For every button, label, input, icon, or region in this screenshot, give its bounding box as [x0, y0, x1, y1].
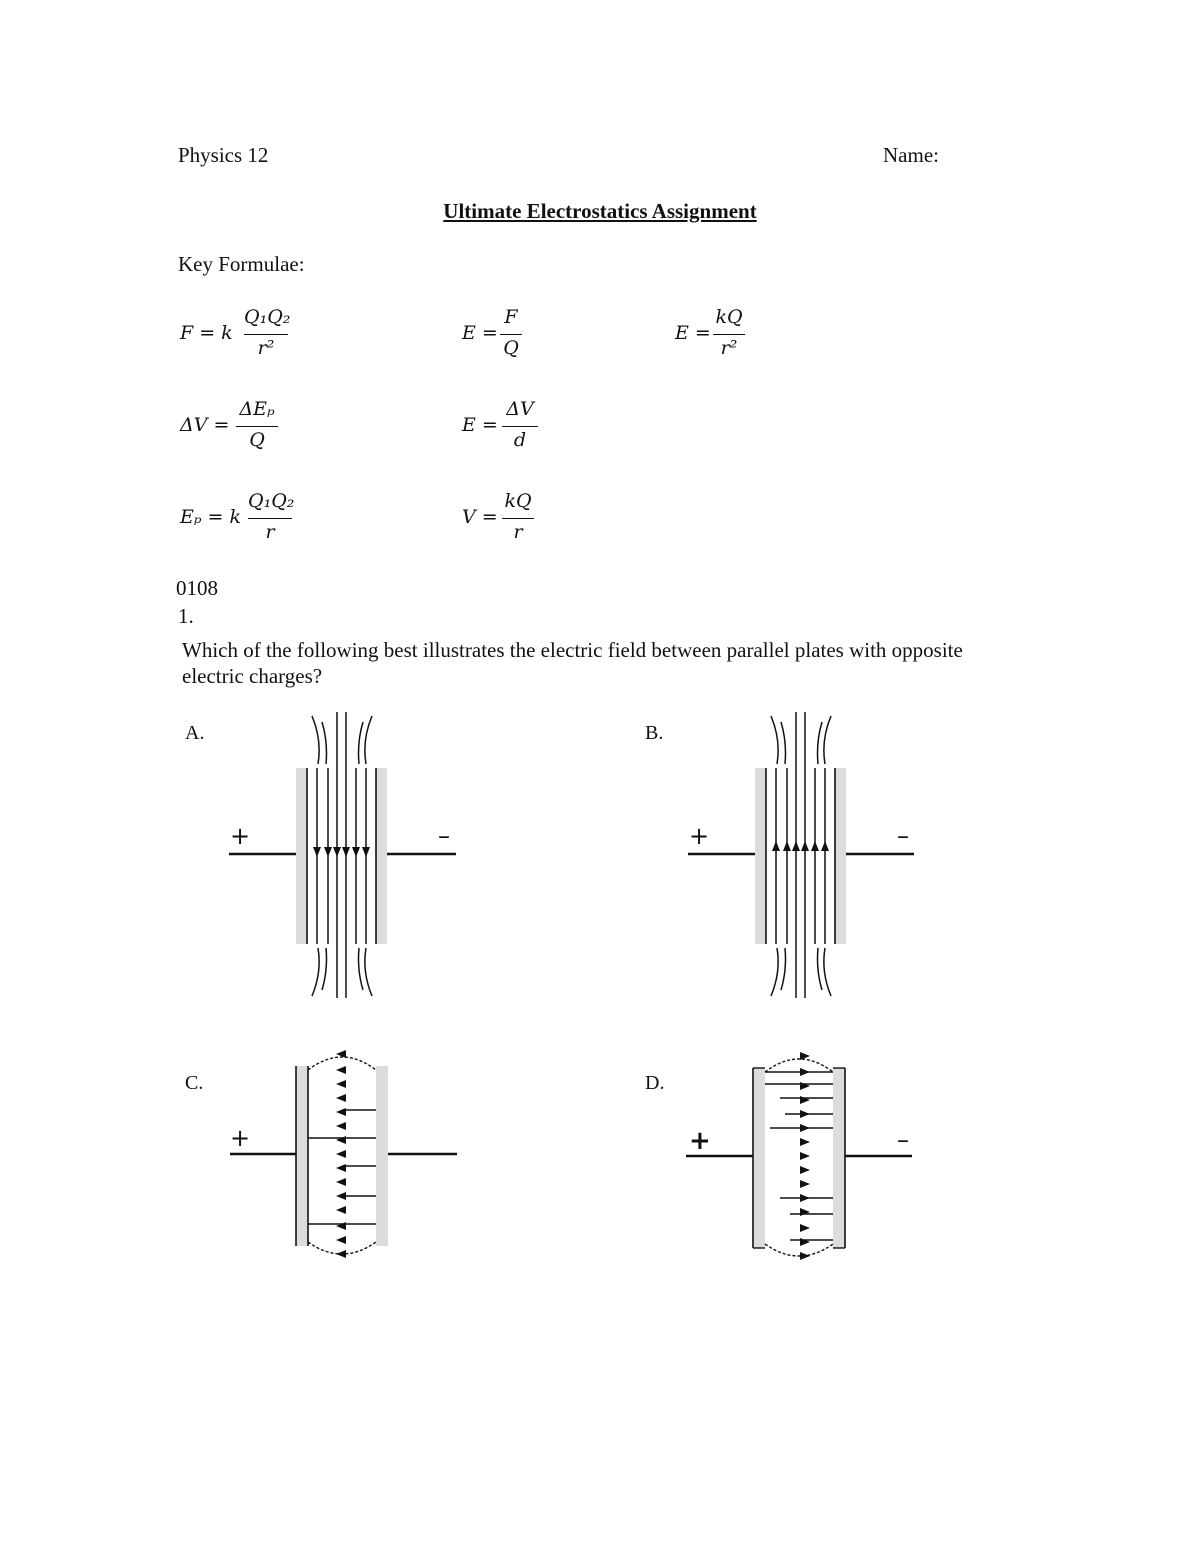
option-b-plus-sign: +: [689, 822, 710, 850]
question-text-line1: Which of the following best illustrates the electric field between parallel plates with opposite: [182, 638, 963, 662]
option-b-minus-sign: –: [897, 822, 909, 850]
negative-plate: [833, 1068, 845, 1248]
formula-lhs: Eₚ = k: [180, 506, 241, 528]
field-arrows-left: [336, 1050, 346, 1258]
formula-numerator: ΔEₚ: [239, 398, 275, 420]
positive-plate: [296, 768, 307, 944]
formula-numerator: Q₁Q₂: [244, 306, 291, 328]
formula-denominator: r: [265, 521, 275, 543]
formula-denominator: r: [513, 521, 523, 543]
field-arrows-down: [313, 847, 370, 857]
formula-numerator: ΔV: [506, 398, 534, 420]
option-d-label[interactable]: D.: [645, 1072, 665, 1094]
formula-denominator: d: [513, 429, 527, 451]
field-arrows-up: [772, 841, 829, 851]
formula-lhs: ΔV =: [180, 414, 230, 436]
formula-denominator: Q: [503, 337, 519, 359]
option-c-label[interactable]: C.: [185, 1072, 204, 1094]
formula-lhs: V =: [462, 506, 498, 528]
option-a-plus-sign: +: [230, 822, 251, 850]
formula-lhs: F = k: [180, 322, 233, 344]
option-a-minus-sign: –: [438, 822, 450, 850]
option-c-plus-sign: +: [230, 1124, 251, 1152]
field-lines: [765, 1072, 833, 1240]
page-title: Ultimate Electrostatics Assignment: [443, 199, 757, 223]
name-label: Name:: [883, 143, 939, 167]
formula-numerator: Q₁Q₂: [248, 490, 295, 512]
formula-denominator: r²: [720, 337, 738, 359]
negative-plate: [835, 768, 846, 944]
field-lines: [312, 712, 372, 998]
formula-lhs: E =: [675, 322, 711, 344]
course-title: Physics 12: [178, 143, 269, 167]
formula-numerator: kQ: [715, 306, 743, 328]
option-d-figure: [686, 1052, 912, 1260]
formula-numerator: F: [504, 306, 518, 328]
option-a-figure: [229, 712, 456, 998]
formula-numerator: kQ: [504, 490, 532, 512]
option-a-label[interactable]: A.: [185, 722, 205, 744]
positive-plate: [296, 1066, 308, 1246]
option-b-figure: [688, 712, 914, 998]
formula-lhs: E =: [462, 414, 498, 436]
formula-denominator: r²: [257, 337, 275, 359]
formula-denominator: Q: [249, 429, 265, 451]
negative-plate: [376, 768, 387, 944]
question-code: 0108: [176, 576, 218, 600]
negative-plate: [376, 1066, 388, 1246]
formula-lhs: E =: [462, 322, 498, 344]
option-b-label[interactable]: B.: [645, 722, 664, 744]
option-c-figure: [230, 1050, 457, 1258]
option-d-plus-sign: +: [689, 1126, 711, 1156]
positive-plate: [755, 768, 766, 944]
positive-plate: [753, 1068, 765, 1248]
question-number: 1.: [178, 604, 194, 628]
field-arrows-right: [800, 1052, 810, 1260]
question-text-line2: electric charges?: [182, 664, 323, 688]
formulae-heading: Key Formulae:: [178, 252, 305, 276]
field-lines: [771, 712, 831, 998]
option-d-minus-sign: –: [897, 1126, 909, 1154]
